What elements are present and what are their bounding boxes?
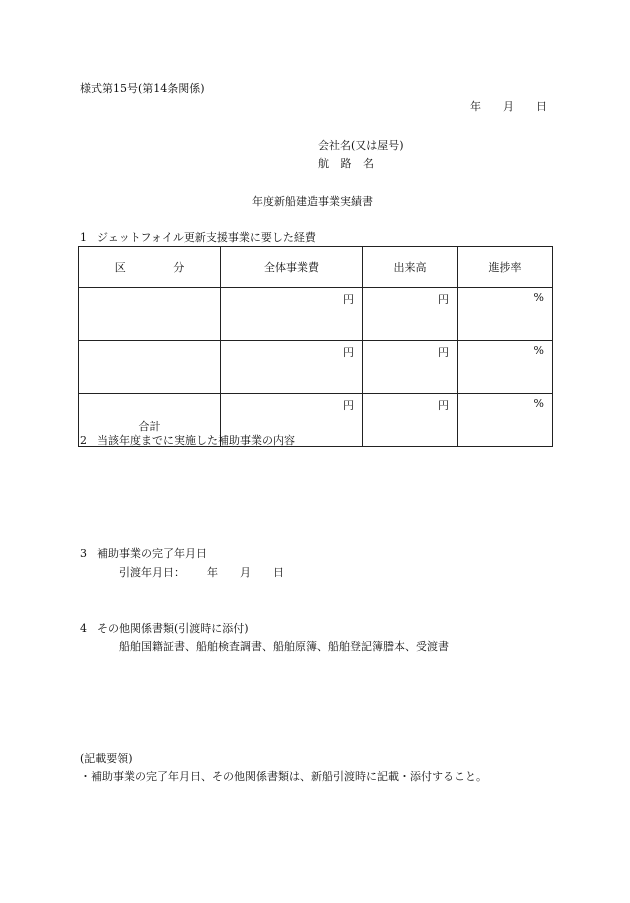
- delivery-date-line: [119, 564, 284, 580]
- progress-cell[interactable]: %: [458, 288, 553, 341]
- section4-title: その他関係書類(引渡時に添付): [97, 622, 249, 635]
- table-row: [79, 288, 553, 341]
- section2-title: 当該年度までに実施した補助事業の内容: [97, 434, 295, 447]
- section4-number: 4: [80, 622, 87, 635]
- date-day: 日: [536, 100, 547, 113]
- section3-number: 3: [80, 547, 87, 560]
- company-name-label: 会社名(又は屋号): [318, 139, 404, 152]
- date-month: 月: [503, 100, 514, 113]
- column-header-progress: 進捗率: [458, 247, 553, 288]
- date-line: [470, 98, 547, 114]
- notes-heading: (記載要領): [80, 752, 133, 765]
- section1-title: ジェットフォイル更新支援事業に要した経費: [97, 231, 316, 244]
- delivery-day: 日: [273, 566, 284, 579]
- delivery-month: 月: [240, 566, 251, 579]
- total-row-label: 合計: [79, 394, 221, 447]
- progress-cell[interactable]: %: [458, 394, 553, 447]
- related-documents-list: 船舶国籍証書、船舶検査調書、船舶原簿、船舶登記簿謄本、受渡書: [119, 640, 449, 653]
- section1-heading: [80, 229, 316, 245]
- column-header-output: 出来高: [363, 247, 458, 288]
- total-cost-cell[interactable]: 円: [221, 288, 363, 341]
- form-number: 様式第15号(第14条関係): [80, 82, 205, 95]
- route-name-label: 航 路 名: [318, 157, 378, 170]
- table-row: [79, 341, 553, 394]
- date-year: 年: [470, 100, 481, 113]
- output-cell[interactable]: 円: [363, 394, 458, 447]
- column-header-category: 区 分: [79, 247, 221, 288]
- delivery-date-label: 引渡年月日：: [119, 566, 185, 579]
- delivery-year: 年: [207, 566, 218, 579]
- section2-number: 2: [80, 434, 87, 447]
- column-header-total-cost: 全体事業費: [221, 247, 363, 288]
- section3-title: 補助事業の完了年月日: [97, 547, 207, 560]
- section2-heading: [80, 432, 295, 448]
- progress-cell[interactable]: %: [458, 341, 553, 394]
- section3-heading: [80, 545, 207, 561]
- total-cost-cell[interactable]: 円: [221, 341, 363, 394]
- output-cell[interactable]: 円: [363, 288, 458, 341]
- section1-number: 1: [80, 231, 87, 244]
- expense-table: [78, 246, 553, 447]
- document-title: 年度新船建造事業実績書: [252, 195, 373, 208]
- row-label[interactable]: [79, 288, 221, 341]
- row-label[interactable]: [79, 341, 221, 394]
- total-cost-cell[interactable]: 円: [221, 394, 363, 447]
- notes-item: ・補助事業の完了年月日、その他関係書類は、新船引渡時に記載・添付すること。: [80, 770, 487, 783]
- section4-heading: [80, 620, 249, 636]
- output-cell[interactable]: 円: [363, 341, 458, 394]
- table-header-row: [79, 247, 553, 288]
